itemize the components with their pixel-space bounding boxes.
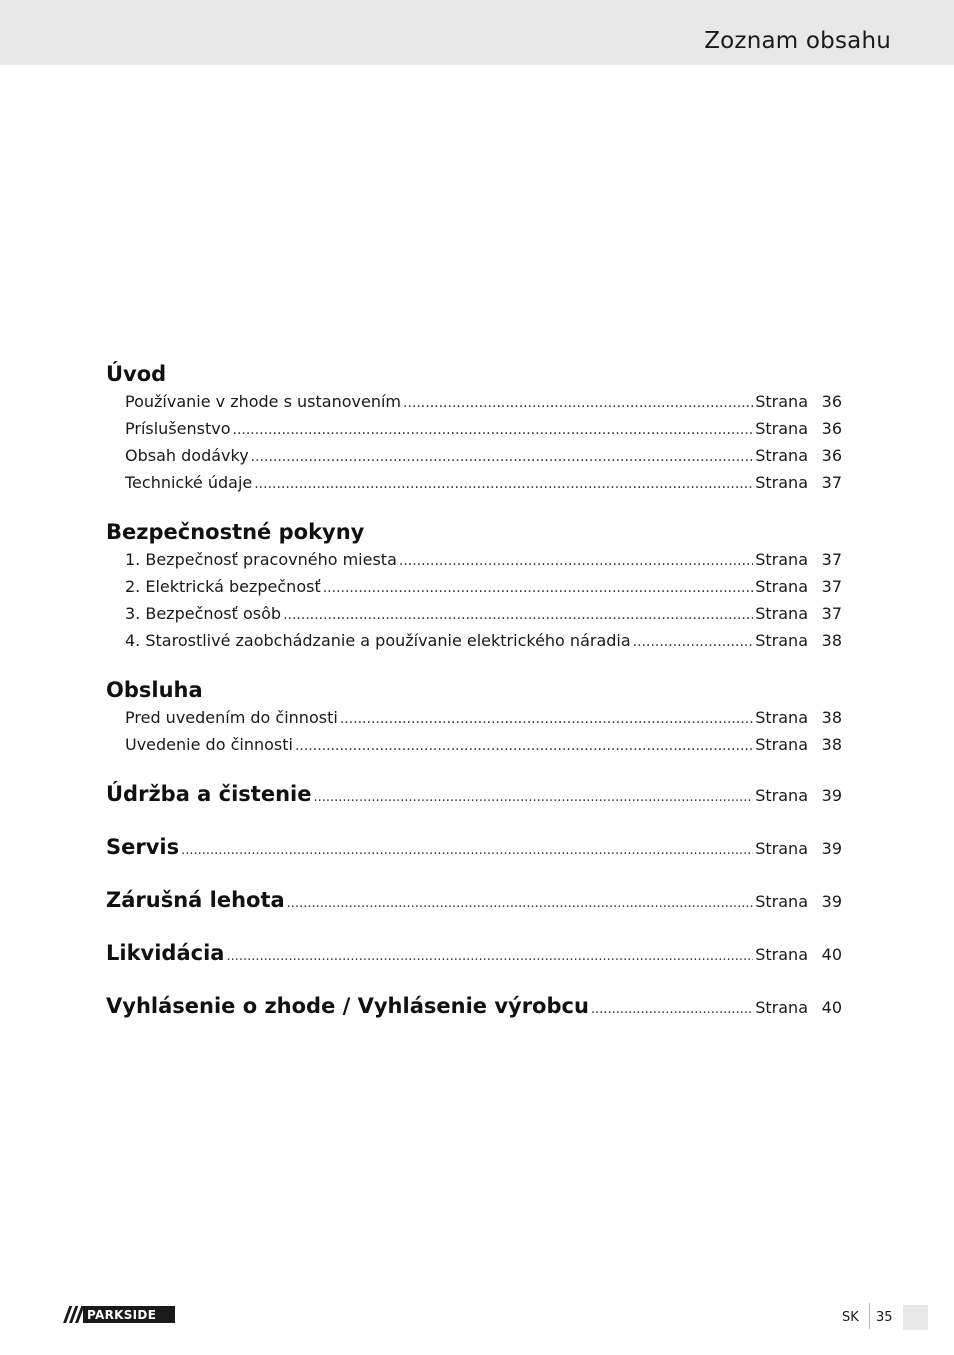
toc-page-ref: Strana 37	[755, 601, 842, 626]
toc-entry-label: 3. Bezpečnosť osôb	[125, 604, 282, 623]
toc-page-number: 40	[821, 998, 842, 1017]
toc-entry-label: Pred uvedením do činnosti	[125, 708, 338, 727]
dot-leader	[399, 549, 753, 574]
toc-page-number: 39	[821, 892, 842, 911]
language-code: SK	[842, 1310, 859, 1325]
toc-entry[interactable]	[106, 547, 842, 574]
toc-heading-entry[interactable]	[106, 833, 842, 865]
toc-section-heading[interactable]: Obsluha	[106, 678, 203, 702]
toc-section-obsluha	[106, 676, 842, 759]
toc-page-ref: Strana 39	[755, 887, 842, 916]
toc-page-ref: Strana 38	[755, 732, 842, 757]
toc-entry-label: 1. Bezpečnosť pracovného miesta	[125, 550, 397, 569]
toc-page-number: 37	[821, 604, 842, 623]
toc-entry[interactable]	[106, 705, 842, 732]
toc-heading-label: Vyhlásenie o zhode / Vyhlásenie výrobcu	[106, 994, 589, 1018]
toc-entry[interactable]	[106, 601, 842, 628]
toc-section-heading[interactable]: Úvod	[106, 362, 167, 386]
toc-entry-label: Technické údaje	[125, 473, 253, 492]
dot-leader	[251, 445, 754, 470]
toc-page-ref: Strana 36	[755, 416, 842, 441]
toc-page-ref: Strana 40	[755, 940, 842, 969]
dot-leader	[591, 995, 753, 1024]
toc-section-bezpecnost	[106, 518, 842, 655]
toc-page-number: 39	[821, 839, 842, 858]
toc-heading-label: Zárušná lehota	[106, 888, 285, 912]
toc-page-ref: Strana 36	[755, 443, 842, 468]
toc-page-number: 40	[821, 945, 842, 964]
toc-page-ref: Strana 39	[755, 781, 842, 810]
toc-entry-label: Uvedenie do činnosti	[125, 735, 293, 754]
page-number: 35	[876, 1310, 893, 1325]
toc-page-ref: Strana 37	[755, 470, 842, 495]
toc-page-number: 36	[821, 419, 842, 438]
dot-leader	[633, 630, 754, 655]
toc-page-ref: Strana 38	[755, 705, 842, 730]
toc-page-number: 37	[821, 473, 842, 492]
dot-leader	[283, 603, 753, 628]
dot-leader	[295, 734, 753, 759]
toc-entry-label: Obsah dodávky	[125, 446, 249, 465]
toc-page-number: 39	[821, 786, 842, 805]
toc-heading-label: Servis	[106, 835, 180, 859]
toc-page-ref: Strana 37	[755, 574, 842, 599]
toc-heading-label: Likvidácia	[106, 941, 225, 965]
toc-entry[interactable]	[106, 416, 842, 443]
toc-page-ref: Strana 39	[755, 834, 842, 863]
toc-entry[interactable]	[106, 628, 842, 655]
dot-leader	[340, 707, 753, 732]
toc-page-number: 38	[821, 735, 842, 754]
toc-entry-label: Príslušenstvo	[125, 419, 231, 438]
toc-entry[interactable]	[106, 732, 842, 759]
toc-page-ref: Strana 38	[755, 628, 842, 653]
toc-heading-entry[interactable]	[106, 992, 842, 1024]
toc-heading-entry[interactable]	[106, 886, 842, 918]
toc-entry-label: 2. Elektrická bezpečnosť	[125, 577, 321, 596]
table-of-contents	[106, 360, 842, 1045]
toc-entry[interactable]	[106, 470, 842, 497]
toc-entry[interactable]	[106, 443, 842, 470]
toc-page-number: 37	[821, 577, 842, 596]
toc-entry[interactable]	[106, 574, 842, 601]
toc-heading-entry[interactable]	[106, 780, 842, 812]
toc-heading-entry[interactable]	[106, 939, 842, 971]
parkside-logo	[63, 1306, 175, 1323]
toc-page-number: 38	[821, 708, 842, 727]
brand-name: PARKSIDE	[87, 1307, 157, 1322]
toc-entry-label: 4. Starostlivé zaobchádzanie a používanie elektrického náradia	[125, 631, 631, 650]
page-tab-marker	[903, 1305, 928, 1330]
toc-entry-label: Používanie v zhode s ustanovením	[125, 392, 401, 411]
toc-page-ref: Strana 40	[755, 993, 842, 1022]
toc-page-number: 37	[821, 550, 842, 569]
toc-heading-label: Údržba a čistenie	[106, 782, 312, 806]
dot-leader	[254, 472, 753, 497]
footer-divider	[869, 1303, 870, 1329]
dot-leader	[323, 576, 754, 601]
page-title: Zoznam obsahu	[704, 28, 891, 54]
toc-entry[interactable]	[106, 389, 842, 416]
dot-leader	[226, 942, 753, 971]
toc-page-number: 36	[821, 446, 842, 465]
toc-page-ref: Strana 37	[755, 547, 842, 572]
logo-stripes-icon	[63, 1306, 83, 1323]
toc-page-number: 36	[821, 392, 842, 411]
dot-leader	[313, 783, 753, 812]
toc-page-ref: Strana 36	[755, 389, 842, 414]
dot-leader	[403, 391, 753, 416]
dot-leader	[233, 418, 754, 443]
toc-section-heading[interactable]: Bezpečnostné pokyny	[106, 520, 365, 544]
toc-section-uvod	[106, 360, 842, 497]
toc-page-number: 38	[821, 631, 842, 650]
dot-leader	[181, 836, 753, 865]
dot-leader	[287, 889, 754, 918]
